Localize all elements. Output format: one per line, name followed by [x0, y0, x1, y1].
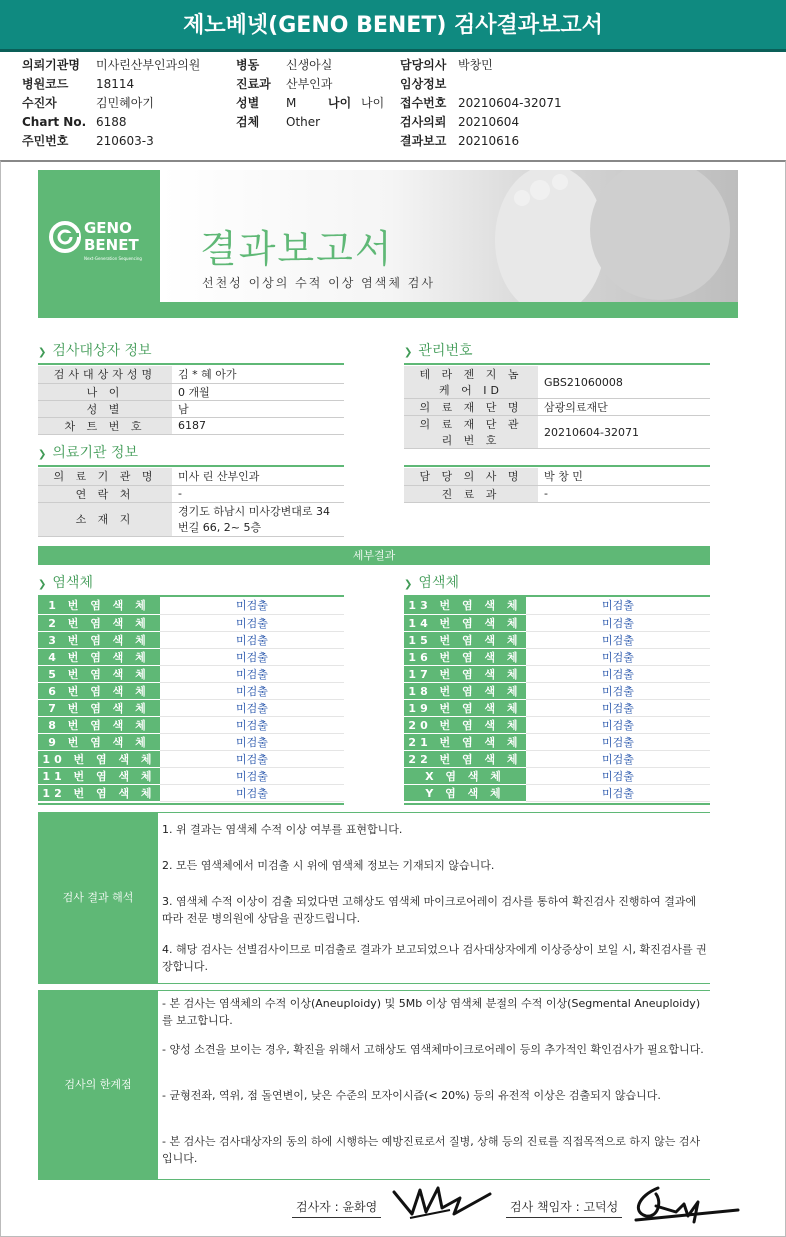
- header-field-value: 210603-3: [96, 134, 154, 148]
- chromosome-label: 17 번 염 색 체: [404, 665, 526, 682]
- info-value: -: [538, 485, 710, 502]
- chromosome-result: 미검출: [526, 665, 710, 682]
- supervisor-signature: [628, 1182, 748, 1226]
- chromosome-label: 1 번 염 색 체: [38, 597, 160, 614]
- header-field-label: 진료과: [236, 77, 271, 91]
- chromosome-result: 미검출: [526, 784, 710, 801]
- interpretation-item-3: 3. 염색체 수적 이상이 검출 되었다면 고해상도 염색체 마이크로어레이 검사를 통하여 확진검사 진행하여 결과에 따라 전문 병의원에 상담을 권장드립니다.: [162, 895, 697, 925]
- chromosome-row: [38, 750, 344, 767]
- interpretation-label: 검사 결과 해석: [38, 812, 158, 984]
- limitation-item-3: - 균형전좌, 역위, 점 돌연변이, 낮은 수준의 모자이시즘(< 20%) 등의 유전적 이상은 검출되지 않습니다.: [162, 1089, 661, 1102]
- subject-title: 검사대상자 정보: [52, 343, 152, 359]
- header-field-label: 성별: [236, 96, 260, 110]
- info-row: [38, 502, 344, 536]
- info-row: [404, 399, 710, 416]
- chromosome-result: 미검출: [160, 767, 344, 784]
- chromosome-result: 미검출: [160, 648, 344, 665]
- chromosome-label: 3 번 염 색 체: [38, 631, 160, 648]
- divider: [38, 465, 344, 467]
- header-field: [236, 75, 332, 94]
- chromosome-result: 미검출: [160, 631, 344, 648]
- header-field: [400, 132, 562, 151]
- chromosome-label: 16 번 염 색 체: [404, 648, 526, 665]
- header-field-label: 임상정보: [400, 77, 447, 91]
- banner-subtitle: 선천성 이상의 수적 이상 염색체 검사: [202, 276, 435, 290]
- header-field: [22, 56, 200, 75]
- header-field: [236, 94, 332, 113]
- chromosome-label: 6 번 염 색 체: [38, 682, 160, 699]
- chromosome-label: 19 번 염 색 체: [404, 699, 526, 716]
- header-field-value: M: [286, 96, 297, 110]
- chromosome-result: 미검출: [526, 767, 710, 784]
- chromosome-result: 미검출: [526, 648, 710, 665]
- institution-table-left: [38, 468, 344, 537]
- chromosome-result: 미검출: [526, 614, 710, 631]
- chromosome-result: 미검출: [526, 631, 710, 648]
- report-title: 제노베넷(GENO BENET) 검사결과보고서: [0, 0, 786, 52]
- info-row: [38, 366, 344, 383]
- header-field-value: 산부인과: [286, 77, 333, 91]
- info-label: 검사대상자성명: [38, 366, 172, 383]
- info-value: 남: [172, 400, 344, 417]
- chromosome-title-right: 염색체: [418, 575, 459, 591]
- banner-title: 결과보고서: [200, 227, 394, 271]
- info-row: [38, 417, 344, 434]
- info-row: [404, 485, 710, 502]
- baby-feet-image: [460, 170, 738, 302]
- tester-signature: [390, 1184, 500, 1224]
- header-field-value: 신생아실: [286, 58, 333, 72]
- header-field-value: 미사린산부인과의원: [96, 58, 201, 72]
- interpretation-item-2: 2. 모든 염색체에서 미검출 시 위에 염색체 정보는 기재되지 않습니다.: [162, 859, 495, 872]
- header-field: [400, 75, 562, 94]
- logo-text-benet: BENET: [84, 236, 139, 254]
- mgmt-table: [404, 366, 710, 449]
- banner: [38, 170, 738, 318]
- institution-table-right: [404, 468, 710, 503]
- interpretation-box: [158, 812, 710, 984]
- chromosome-label: 22 번 염 색 체: [404, 750, 526, 767]
- chromosome-row: [404, 750, 710, 767]
- info-value: 6187: [172, 417, 344, 434]
- chromosome-result: 미검출: [526, 750, 710, 767]
- chromosome-left-title: ❯ 염색체: [38, 575, 93, 591]
- age-value: 나이: [361, 96, 385, 110]
- divider: [404, 363, 710, 365]
- chromosome-row: [404, 665, 710, 682]
- header-field: [22, 132, 200, 151]
- subject-section-title: ❯ 검사대상자 정보: [38, 343, 152, 359]
- header-field-label: Chart No.: [22, 115, 87, 129]
- chromosome-row: [38, 665, 344, 682]
- chromosome-row: [404, 614, 710, 631]
- chromosome-result: 미검출: [160, 614, 344, 631]
- chromosome-result: 미검출: [160, 784, 344, 801]
- header-field-label: 의뢰기관명: [22, 58, 80, 72]
- info-value: 박 창 민: [538, 468, 710, 485]
- info-label: 소 재 지: [38, 502, 172, 536]
- chromosome-label: 21 번 염 색 체: [404, 733, 526, 750]
- chromosome-row: [38, 699, 344, 716]
- header-field-label: 수진자: [22, 96, 57, 110]
- chromosome-result: 미검출: [160, 597, 344, 614]
- chromosome-row: [404, 733, 710, 750]
- banner-photo: [160, 170, 738, 318]
- header-field: [400, 94, 562, 113]
- chromosome-row: [38, 648, 344, 665]
- info-value: 삼광의료재단: [538, 399, 710, 416]
- divider: [404, 803, 710, 805]
- chromosome-result: 미검출: [526, 733, 710, 750]
- info-label: 연 락 처: [38, 485, 172, 502]
- info-value: -: [172, 485, 344, 502]
- chromosome-result: 미검출: [160, 699, 344, 716]
- institution-title: 의료기관 정보: [52, 445, 138, 461]
- chromosome-result: 미검출: [160, 733, 344, 750]
- limitation-item-4: - 본 검사는 검사대상자의 동의 하에 시행하는 예방진료로서 질병, 상해 등의 진료를 직접목적으로 하지 않는 검사입니다.: [162, 1135, 701, 1165]
- info-value: 김 * 혜 아가: [172, 366, 344, 383]
- chromosome-row: [38, 784, 344, 801]
- info-value: 미사 린 산부인과: [172, 468, 344, 485]
- info-value: 20210604-32071: [538, 416, 710, 449]
- header-field: [400, 113, 562, 132]
- chromosome-label: 15 번 염 색 체: [404, 631, 526, 648]
- age-field: [328, 94, 384, 111]
- chromosome-result: 미검출: [160, 750, 344, 767]
- header-field-label: 결과보고: [400, 134, 447, 148]
- chromosome-table-right: [404, 597, 710, 802]
- chromosome-row: [404, 716, 710, 733]
- header-field-value: 김민혜아기: [96, 96, 154, 110]
- chromosome-result: 미검출: [526, 597, 710, 614]
- chromosome-row: [38, 716, 344, 733]
- header-field-value: 18114: [96, 77, 135, 91]
- chromosome-label: Y 염 색 체: [404, 784, 526, 801]
- info-row: [38, 383, 344, 400]
- info-row: [38, 468, 344, 485]
- info-label: 성 별: [38, 400, 172, 417]
- info-label: 의 료 재 단 관 리 번 호: [404, 416, 538, 449]
- info-row: [38, 400, 344, 417]
- limitation-item-2: - 양성 소견을 보이는 경우, 확진을 위해서 고해상도 염색체마이크로어레이 등의 추가적인 확인검사가 필요합니다.: [162, 1043, 704, 1056]
- tester-name: 검사자 : 윤화영: [292, 1198, 381, 1218]
- info-label: 의 료 기 관 명: [38, 468, 172, 485]
- chromosome-right-title: ❯ 염색체: [404, 575, 459, 591]
- header-field-label: 병원코드: [22, 77, 69, 91]
- header-field: [236, 56, 332, 75]
- header-field: [400, 56, 562, 75]
- header-info: [0, 52, 786, 160]
- chromosome-label: 13 번 염 색 체: [404, 597, 526, 614]
- header-field: [22, 113, 200, 132]
- chromosome-label: 11 번 염 색 체: [38, 767, 160, 784]
- subject-table: [38, 366, 344, 435]
- chromosome-label: 9 번 염 색 체: [38, 733, 160, 750]
- chromosome-label: X 염 색 체: [404, 767, 526, 784]
- info-value: 0 개월: [172, 383, 344, 400]
- logo-mark-icon: [48, 220, 82, 254]
- header-field: [22, 75, 200, 94]
- header-field: [236, 113, 332, 132]
- chromosome-row: [38, 767, 344, 784]
- header-field-value: 6188: [96, 115, 127, 129]
- info-label: 의 료 재 단 명: [404, 399, 538, 416]
- info-label: 나 이: [38, 383, 172, 400]
- chromosome-label: 14 번 염 색 체: [404, 614, 526, 631]
- header-field-value: Other: [286, 115, 321, 129]
- chromosome-row: [404, 631, 710, 648]
- chromosome-row: [38, 631, 344, 648]
- divider: [38, 803, 344, 805]
- chromosome-row: [404, 784, 710, 801]
- chromosome-label: 5 번 염 색 체: [38, 665, 160, 682]
- limitations-label: 검사의 한계점: [38, 990, 158, 1180]
- limitations-box: [158, 990, 710, 1180]
- chromosome-result: 미검출: [526, 699, 710, 716]
- info-row: [38, 485, 344, 502]
- institution-section-title: ❯ 의료기관 정보: [38, 445, 138, 461]
- chromosome-result: 미검출: [526, 716, 710, 733]
- chromosome-result: 미검출: [160, 665, 344, 682]
- chromosome-row: [38, 597, 344, 614]
- header-field-label: 담당의사: [400, 58, 447, 72]
- header-field-label: 접수번호: [400, 96, 447, 110]
- chromosome-result: 미검출: [160, 682, 344, 699]
- header-field: [22, 94, 200, 113]
- detail-results-header: 세부결과: [38, 546, 710, 565]
- mgmt-title: 관리번호: [418, 343, 473, 359]
- header-field-label: 병동: [236, 58, 260, 72]
- logo-tagline: Next-Generation Sequencing: [84, 256, 142, 261]
- header-field-label: 검사의뢰: [400, 115, 447, 129]
- chromosome-row: [38, 733, 344, 750]
- chromosome-label: 7 번 염 색 체: [38, 699, 160, 716]
- interpretation-item-1: 1. 위 결과는 염색체 수적 이상 여부를 표현합니다.: [162, 823, 403, 836]
- info-row: [404, 468, 710, 485]
- chromosome-row: [404, 648, 710, 665]
- info-label: 차 트 번 호: [38, 417, 172, 434]
- chromosome-label: 8 번 염 색 체: [38, 716, 160, 733]
- banner-stripe: [160, 302, 738, 318]
- header-field-value: 박창민: [458, 58, 493, 72]
- limitation-item-1: - 본 검사는 염색체의 수적 이상(Aneuploidy) 및 5Mb 이상 염색체 분절의 수적 이상(Segmental Aneuploidy)를 보고합니다.: [162, 997, 701, 1027]
- chromosome-row: [404, 699, 710, 716]
- header-field-label: 검체: [236, 115, 260, 129]
- info-label: 진 료 과: [404, 485, 538, 502]
- header-field-value: 20210616: [458, 134, 520, 148]
- header-field-value: 20210604: [458, 115, 520, 129]
- interpretation-item-4: 4. 해당 검사는 선별검사이므로 미검출로 결과가 보고되었으나 검사대상자에게 이상증상이 보일 시, 확진검사를 권장합니다.: [162, 943, 707, 973]
- chromosome-row: [38, 682, 344, 699]
- chromosome-result: 미검출: [160, 716, 344, 733]
- chromosome-row: [38, 614, 344, 631]
- info-row: [404, 366, 710, 399]
- chromosome-label: 20 번 염 색 체: [404, 716, 526, 733]
- divider: [404, 465, 710, 467]
- chromosome-table-left: [38, 597, 344, 802]
- info-row: [404, 416, 710, 449]
- genobenet-logo: [38, 170, 160, 318]
- divider: [38, 363, 344, 365]
- chromosome-title-left: 염색체: [52, 575, 93, 591]
- chromosome-label: 12 번 염 색 체: [38, 784, 160, 801]
- chromosome-label: 4 번 염 색 체: [38, 648, 160, 665]
- chromosome-label: 10 번 염 색 체: [38, 750, 160, 767]
- chromosome-row: [404, 767, 710, 784]
- header-field-value: 20210604-32071: [458, 96, 562, 110]
- chromosome-row: [404, 682, 710, 699]
- info-value: GBS21060008: [538, 366, 710, 399]
- chromosome-label: 18 번 염 색 체: [404, 682, 526, 699]
- age-label: 나이: [328, 96, 352, 110]
- logo-text-geno: GENO: [84, 219, 132, 237]
- chromosome-row: [404, 597, 710, 614]
- info-value: 경기도 하남시 미사강변대로 34 번길 66, 2~ 5층: [172, 502, 344, 536]
- chromosome-result: 미검출: [526, 682, 710, 699]
- supervisor-name: 검사 책임자 : 고덕성: [506, 1198, 622, 1218]
- header-field-label: 주민번호: [22, 134, 69, 148]
- mgmt-section-title: ❯ 관리번호: [404, 343, 473, 359]
- info-label: 담 당 의 사 명: [404, 468, 538, 485]
- chromosome-label: 2 번 염 색 체: [38, 614, 160, 631]
- info-label: 테 라 젠 지 놈 케 어 ID: [404, 366, 538, 399]
